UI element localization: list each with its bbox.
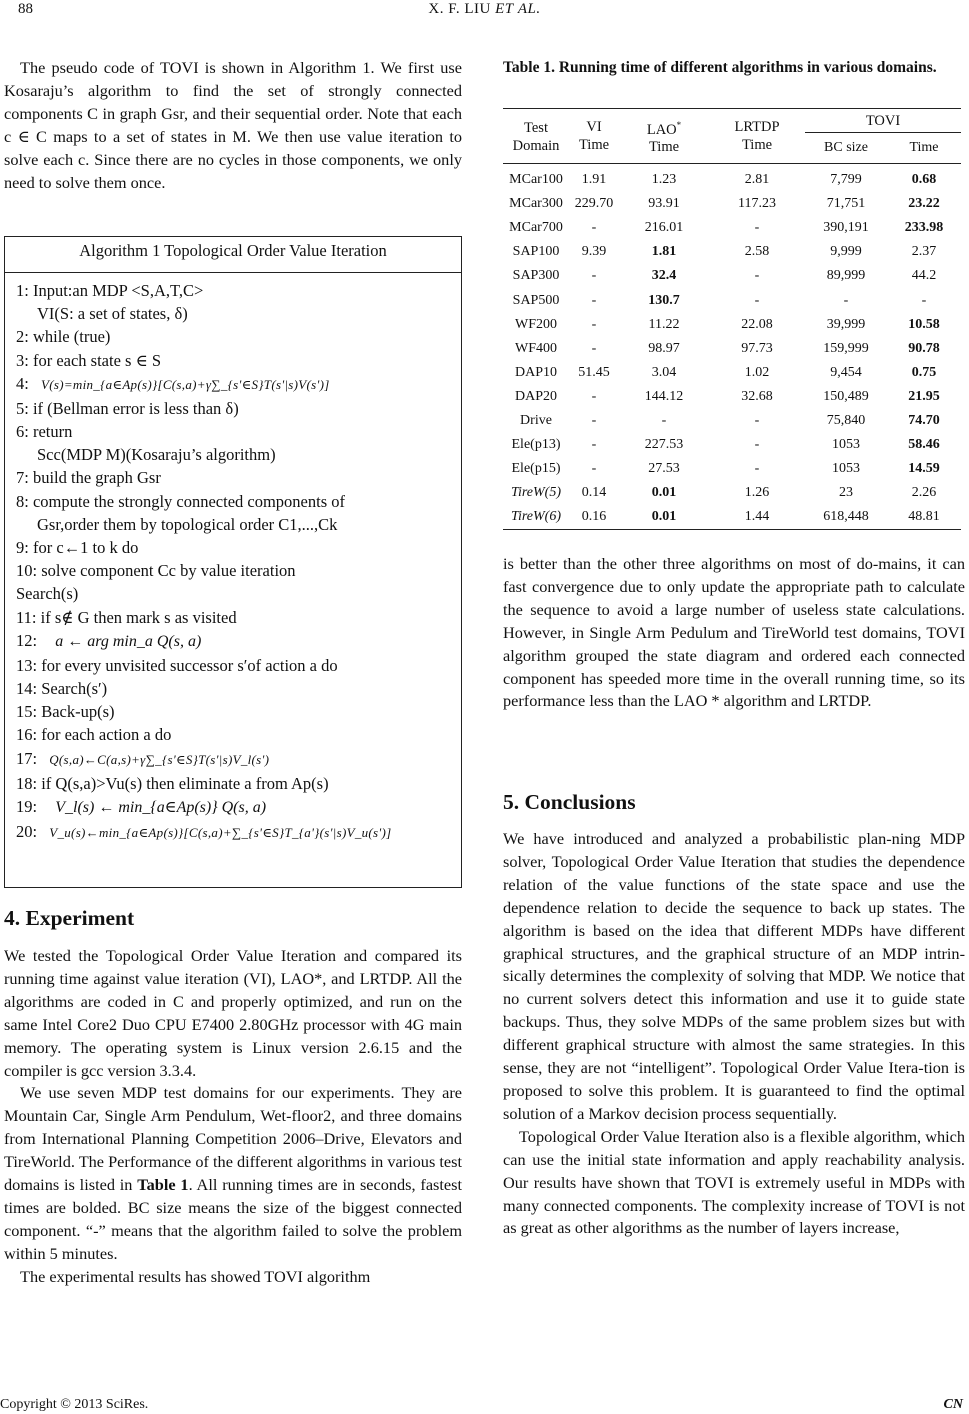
table-cell-vi: - — [591, 316, 597, 332]
table-cell-lao: 1.81 — [651, 244, 677, 260]
conclusions-paragraph-1: We have introduced and analyzed a probabilistic plan-ning MDP solver, Topological Order Value Iteration that studies the dependence relation of the value functions of the state space and use the dependence relation to decide the sequence to back up states. The algorithm is based on the idea that different MDPs have different graphical structures, and the graphical structure of an MDP intrin-sically determines the complexity of solving that MDP. We notice that no current solvers detect this information and use it to guide state backups. Thus, they solve MDPs of the same problem sizes but with different graphical structure with almost the same strategies. In this sense, they are not “intelligent”. Topological Order Value Itera-tion is proposed to solve this problem. It is guaranteed to find the optimal solution of a Markov decision process sequentially. — [503, 829, 965, 1123]
algorithm-line-number: 8: — [16, 491, 29, 511]
experiment-paragraph-2 — [4, 1082, 462, 1265]
table-cell-tovi: 58.46 — [908, 437, 940, 453]
table-cell-lrtdp: 32.68 — [741, 388, 773, 404]
intro-paragraph: The pseudo code of TOVI is shown in Algorithm 1. We first use Kosaraju’s algorithm to find the set of strongly connected components C in graph Gsr, and their sequential order. Note that each c ∈ C maps to a set of states in M. We then use value iteration to solve each c. Since there are no cycles in those components, we only need to solve them once. — [4, 58, 462, 192]
results-paragraph: is better than the other three algorithms on most of do-mains, it can fast convergence due to only update the appropriate path to calculate the sequence to avoid a large number of useless state calculations. However, in Single Arm Pedulum and TireWorld test domains, TOVI algorithm grouped the state diagram and ordered each connected component has speeded more time in the overall running time, so its performance less than the LAO * algorithm and LRTDP. — [503, 554, 965, 711]
table-cell-tovi: 233.98 — [904, 220, 944, 236]
algorithm-line — [16, 536, 451, 559]
algorithm-line — [16, 302, 451, 325]
algorithm-line-text: compute the strongly connected components of — [32, 491, 346, 511]
header-tovi-time: Time — [909, 140, 939, 155]
table-row — [503, 313, 961, 337]
algorithm-line-text: for each action a do — [41, 725, 172, 745]
algorithm-line-number: 9: — [16, 538, 29, 558]
table-cell-bc: 7,799 — [830, 172, 862, 188]
table-row — [503, 288, 961, 312]
running-title-al: AL. — [517, 1, 541, 17]
table-cell-domain: SAP300 — [512, 268, 560, 284]
algorithm-line-number: 6: — [16, 422, 29, 442]
table-reference: Table 1 — [137, 1175, 189, 1195]
algorithm-line — [16, 723, 451, 746]
table-row — [503, 192, 961, 216]
table-cell-bc: 390,191 — [823, 220, 869, 236]
table-cell-tovi: 48.81 — [908, 509, 940, 525]
table-cell-domain: WF200 — [515, 316, 557, 332]
header-lao-time: LAO* Time — [646, 119, 682, 156]
table-cell-lrtdp: 22.08 — [741, 316, 773, 332]
algorithm-line-text: solve component Cc by value iteration — [41, 561, 296, 581]
algorithm-line-number: 3: — [16, 350, 29, 370]
algorithm-line-number: 10: — [16, 561, 38, 581]
table-cell-bc: 618,448 — [823, 509, 869, 525]
algorithm-line — [16, 820, 451, 845]
table-cell-lao: 0.01 — [651, 485, 677, 501]
algorithm-formula: a ← arg min_a Q(s, a) — [55, 632, 202, 650]
table-row — [503, 505, 961, 530]
header-lrtdp-time: LRTDP Time — [734, 119, 780, 153]
algorithm-line — [16, 490, 451, 513]
table-cell-vi: - — [591, 437, 597, 453]
table-cell-vi: 51.45 — [578, 364, 610, 380]
section-5-heading: 5. Conclusions — [503, 790, 636, 814]
header-test-domain: Test Domain — [512, 120, 560, 154]
table-cell-lrtdp: 97.73 — [741, 340, 773, 356]
algorithm-line-number: 16: — [16, 725, 38, 745]
algorithm-formula: Q(s,a)←C(a,s)+γ∑_{s'∈S}T(s'|s)V_l(s') — [49, 751, 270, 767]
table-cell-bc: 23 — [839, 485, 853, 501]
algorithm-line-number: 20: — [16, 821, 38, 841]
table-cell-lrtdp: - — [754, 220, 760, 236]
table-cell-domain: WF400 — [515, 340, 557, 356]
table-cell-vi: - — [591, 220, 597, 236]
header-tovi: TOVI — [805, 109, 961, 133]
table-cell-tovi: 2.26 — [911, 485, 937, 501]
algorithm-line — [16, 466, 451, 489]
algorithm-box — [4, 236, 462, 888]
algorithm-formula: V_u(s)←min_{a∈Ap(s)}[C(s,a)+∑_{s'∈S}T_{a'}(s'|s)V_u(s')] — [49, 824, 392, 840]
table-cell-tovi: 0.75 — [911, 364, 937, 380]
table-cell-vi: - — [591, 340, 597, 356]
results-table — [503, 108, 961, 530]
table-cell-lao: 3.04 — [651, 364, 677, 380]
table-cell-lao: 144.12 — [644, 388, 684, 404]
algorithm-line-text: for each state s ∈ S — [32, 350, 162, 370]
algorithm-line-text: Search(s′) — [41, 679, 108, 699]
algorithm-line-number: 4: — [16, 373, 29, 393]
algorithm-line — [16, 772, 451, 795]
right-column-conclusions — [503, 828, 965, 1240]
experiment-paragraph-1: We tested the Topological Order Value Iteration and compared its running time against value iteration (VI), LAO*, and LRTDP. All the algorithms are coded in C and properly optimized, and run on the same Intel Core2 Duo CPU E7400 2.80GHz processor with 4G main memory. The operating system is Linux version 2.6.15 and the compiler is gcc version 3.3.4. — [4, 946, 462, 1080]
table-cell-tovi: 0.68 — [911, 172, 937, 188]
table-cell-lao: - — [661, 412, 667, 428]
algorithm-line — [16, 513, 451, 536]
table-cell-lrtdp: 1.44 — [744, 509, 770, 525]
table-cell-tovi: 74.70 — [908, 412, 940, 428]
table-cell-lao: 93.91 — [648, 196, 680, 212]
algorithm-line-text: if s∉ G then mark s as visited — [40, 607, 237, 627]
table-row — [503, 164, 961, 193]
table-cell-lrtdp: 2.58 — [744, 244, 770, 260]
algorithm-line-number: 19: — [16, 796, 38, 816]
table-cell-domain: Drive — [520, 412, 552, 428]
table-caption: Table 1. Running time of different algorithms in various domains. — [503, 59, 937, 76]
table-cell-lao: 227.53 — [644, 437, 684, 453]
table-cell-tovi: 21.95 — [908, 388, 940, 404]
algorithm-line — [16, 654, 451, 677]
table-cell-lrtdp: - — [754, 437, 760, 453]
algorithm-line — [16, 629, 451, 654]
algorithm-line-number: 13: — [16, 655, 38, 675]
section-4-heading: 4. Experiment — [4, 906, 135, 930]
algorithm-line-number: 7: — [16, 468, 29, 488]
table-cell-tovi: 90.78 — [908, 340, 940, 356]
algorithm-line-text: while (true) — [32, 327, 111, 347]
algorithm-line — [16, 582, 451, 605]
table-cell-domain: MCar300 — [509, 196, 563, 212]
table-cell-lrtdp: 2.81 — [744, 172, 770, 188]
table-cell-tovi: 14.59 — [908, 461, 940, 477]
page-number: 88 — [18, 1, 33, 17]
table-row — [503, 385, 961, 409]
algorithm-line-number: 18: — [16, 773, 38, 793]
algorithm-line-text: VI(S: a set of states, δ) — [37, 304, 188, 324]
table-cell-lao: 11.22 — [648, 316, 680, 332]
algorithm-line — [16, 349, 451, 372]
left-column-experiment — [4, 945, 462, 1289]
table-row — [503, 264, 961, 288]
table-cell-domain: DAP20 — [514, 388, 557, 404]
algorithm-line-text: Search(s) — [16, 584, 79, 604]
algorithm-line-text: for c←1 to k do — [32, 538, 139, 558]
table-cell-tovi: 44.2 — [911, 268, 937, 284]
algorithm-line-text: build the graph Gsr — [32, 468, 161, 488]
algorithm-line-text: if Q(s,a)>Vu(s) then eliminate a from Ap(s) — [41, 773, 329, 793]
table-cell-lao: 130.7 — [648, 292, 680, 308]
table-cell-vi: - — [591, 268, 597, 284]
algorithm-line-number: 14: — [16, 679, 38, 699]
table-cell-bc: 9,999 — [830, 244, 862, 260]
algorithm-line — [16, 372, 451, 397]
running-title — [0, 1, 969, 18]
table-cell-bc: 159,999 — [823, 340, 869, 356]
table-cell-lao: 216.01 — [644, 220, 684, 236]
experiment-paragraph-3: The experimental results has showed TOVI algorithm — [20, 1266, 371, 1286]
table-row — [503, 433, 961, 457]
algorithm-line-number: 11: — [16, 607, 37, 627]
table-cell-domain: TireW(5) — [510, 485, 562, 501]
results-table-body — [503, 164, 961, 530]
table-cell-tovi: - — [921, 292, 927, 308]
running-title-author: X. F. LIU — [428, 1, 491, 17]
table-cell-tovi: 2.37 — [911, 244, 937, 260]
algorithm-title: Algorithm 1 Topological Order Value Iteration — [5, 237, 461, 273]
table-cell-vi: - — [591, 461, 597, 477]
table-cell-vi: 1.91 — [581, 172, 607, 188]
table-cell-vi: 229.70 — [574, 196, 614, 212]
algorithm-line — [16, 397, 451, 420]
table-row — [503, 457, 961, 481]
table-cell-vi: - — [591, 292, 597, 308]
table-cell-vi: 0.16 — [581, 509, 607, 525]
table-cell-bc: 89,999 — [826, 268, 866, 284]
algorithm-line-text: Back-up(s) — [41, 702, 115, 722]
algorithm-line — [16, 795, 451, 820]
table-cell-bc: - — [843, 292, 849, 308]
table-cell-domain: SAP500 — [512, 292, 560, 308]
table-cell-domain: TireW(6) — [510, 509, 562, 525]
table-cell-tovi: 10.58 — [908, 316, 940, 332]
algorithm-line-text: Scc(MDP M)(Kosaraju’s algorithm) — [37, 445, 276, 465]
table-cell-lao: 32.4 — [651, 268, 677, 284]
algorithm-line-number: 5: — [16, 398, 29, 418]
table-cell-bc: 1053 — [832, 461, 860, 477]
table-cell-bc: 39,999 — [826, 316, 866, 332]
table-cell-lao: 98.97 — [648, 340, 680, 356]
experiment-paragraph-2-part-b: . All running times are in seconds, fastest times are bolded. BC size means the size of the biggest connected component. “-” means that the algorithm failed to solve the problem within 5 minutes. — [4, 1175, 462, 1263]
footer-journal: CN — [943, 1397, 963, 1412]
right-column-results — [503, 553, 965, 713]
table-cell-vi: 9.39 — [581, 244, 607, 260]
footer-copyright: Copyright © 2013 SciRes. — [0, 1397, 149, 1412]
algorithm-formula: V_l(s) ← min_{a∈Ap(s)} Q(s, a) — [55, 798, 267, 816]
experiment-paragraph-2-part-a: We use seven MDP test domains for our experiments. They are Mountain Car, Single Arm Pendulum, Wet-floor2, and three domains from International Planning Competition 2006–Drive, Elevators and TireWorld. The Performance of the different algorithms in various test domains is listed in — [4, 1083, 462, 1195]
table-cell-lrtdp: - — [754, 268, 760, 284]
table-cell-lrtdp: 1.02 — [744, 364, 770, 380]
algorithm-line — [16, 677, 451, 700]
left-column-intro — [4, 57, 462, 194]
table-cell-bc: 75,840 — [826, 412, 866, 428]
table-cell-bc: 1053 — [832, 437, 860, 453]
table-row — [503, 240, 961, 264]
algorithm-line-text: for every unvisited successor s′of action a do — [41, 655, 338, 675]
algorithm-line-text: Gsr,order them by topological order C1,...,Ck — [37, 514, 338, 534]
table-row — [503, 361, 961, 385]
table-row — [503, 409, 961, 433]
table-cell-bc: 150,489 — [823, 388, 869, 404]
header-bc-size: BC size — [824, 140, 868, 155]
algorithm-line — [16, 606, 451, 629]
table-cell-bc: 9,454 — [830, 364, 862, 380]
table-cell-lrtdp: - — [754, 461, 760, 477]
algorithm-line — [16, 279, 451, 302]
algorithm-formula: V(s)=min_{a∈Ap(s)}[C(s,a)+γ∑_{s'∈S}T(s'|s)V(s')] — [40, 376, 330, 392]
table-cell-domain: SAP100 — [512, 244, 560, 260]
algorithm-line — [16, 420, 451, 443]
algorithm-line-number: 1: — [16, 281, 29, 300]
table-cell-lao: 27.53 — [648, 461, 680, 477]
header-vi-time: VI Time — [578, 119, 610, 153]
table-cell-lao: 1.23 — [651, 172, 677, 188]
table-row — [503, 216, 961, 240]
table-cell-domain: MCar700 — [509, 220, 563, 236]
table-cell-lrtdp: - — [754, 292, 760, 308]
algorithm-line — [16, 443, 451, 466]
table-cell-vi: - — [591, 412, 597, 428]
algorithm-line-number: 2: — [16, 327, 29, 347]
table-cell-lrtdp: 1.26 — [744, 485, 770, 501]
algorithm-line-number: 12: — [16, 630, 38, 650]
algorithm-body — [5, 273, 461, 845]
table-cell-lrtdp: 117.23 — [738, 196, 776, 212]
algorithm-line — [16, 559, 451, 582]
running-title-et: ET — [495, 1, 514, 17]
table-cell-domain: MCar100 — [509, 172, 563, 188]
algorithm-line-text: return — [32, 422, 73, 442]
algorithm-line-number: 17: — [16, 748, 38, 768]
algorithm-line-text: if (Bellman error is less than δ) — [32, 398, 239, 418]
table-cell-bc: 71,751 — [826, 196, 866, 212]
table-cell-lao: 0.01 — [651, 509, 677, 525]
algorithm-line — [16, 325, 451, 348]
algorithm-line — [16, 700, 451, 723]
algorithm-line — [16, 747, 451, 772]
table-cell-vi: 0.14 — [581, 485, 607, 501]
table-cell-domain: DAP10 — [514, 364, 557, 380]
table-cell-tovi: 23.22 — [908, 196, 940, 212]
table-cell-domain: Ele(p13) — [511, 437, 561, 453]
algorithm-line-number: 15: — [16, 702, 38, 722]
table-cell-lrtdp: - — [754, 412, 760, 428]
table-row — [503, 337, 961, 361]
algorithm-line-text: Input:an MDP <S,A,T,C> — [32, 281, 204, 300]
table-cell-domain: Ele(p15) — [511, 461, 561, 477]
table-cell-vi: - — [591, 388, 597, 404]
conclusions-paragraph-2: Topological Order Value Iteration also is a flexible algorithm, which can use the initial state information and apply reachability analysis. Our results have shown that TOVI is extremely useful in MDPs with many connected components. The complexity increase of TOVI is not as great as other algorithms as the number of layers increase, — [503, 1126, 965, 1238]
table-row — [503, 481, 961, 505]
